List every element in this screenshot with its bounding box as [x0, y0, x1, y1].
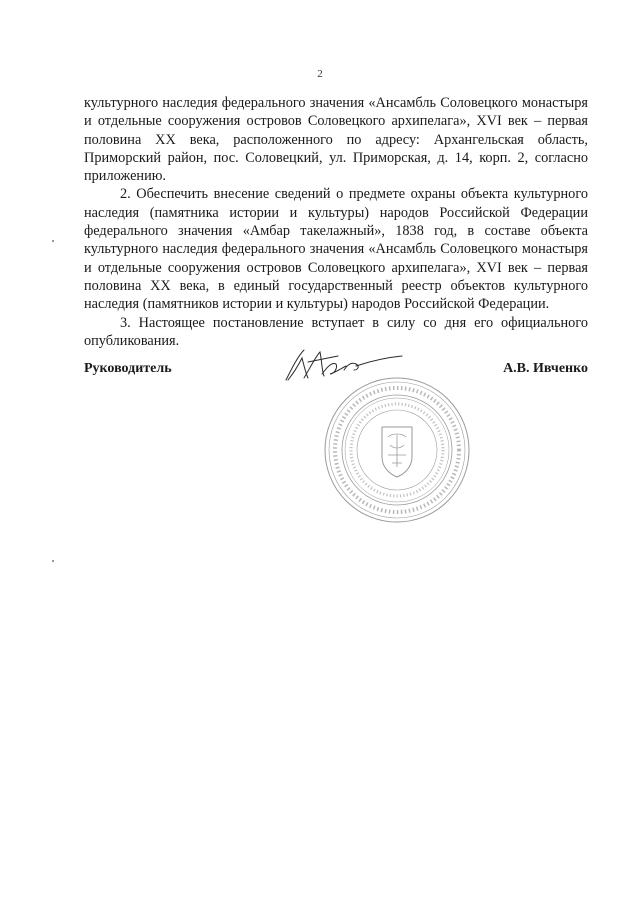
paragraph-3: 3. Настоящее постановление вступает в силу со дня его официального опубликования. [84, 314, 588, 349]
official-round-seal-icon [322, 375, 472, 525]
paragraph-2: 2. Обеспечить внесение сведений о предмете охраны объекта культурного наследия (памятника истории и культуры) народов Российской Федерации федерального значения «Амбар такелажный», 1838 год, в составе объекта культурного наследия федерального значения «Ансамбль Соловецкого монастыря и отдельные сооружения островов Соловецкого архипелага», XVI век – первая половина XX века, в единый государственный реестр объектов культурного наследия (памятников истории и культуры) народов Российской Федерации. [84, 186, 588, 313]
paragraph-1-continuation: культурного наследия федерального значения «Ансамбль Соловецкого монастыря и отдельные сооружения островов Соловецкого архипелага», XVI век – первая половина XX века, расположенного по адресу: Архангельская область, Приморский район, пос. Соловецкий, ул. Приморская, д. 14, корп. 2, согласно приложению. [84, 95, 588, 185]
signer-name: А.В. Ивченко [503, 361, 588, 376]
margin-mark [52, 560, 54, 562]
document-body [84, 94, 588, 350]
signer-position: Руководитель [84, 361, 172, 376]
page-number: 2 [317, 68, 323, 80]
margin-mark [52, 240, 54, 242]
